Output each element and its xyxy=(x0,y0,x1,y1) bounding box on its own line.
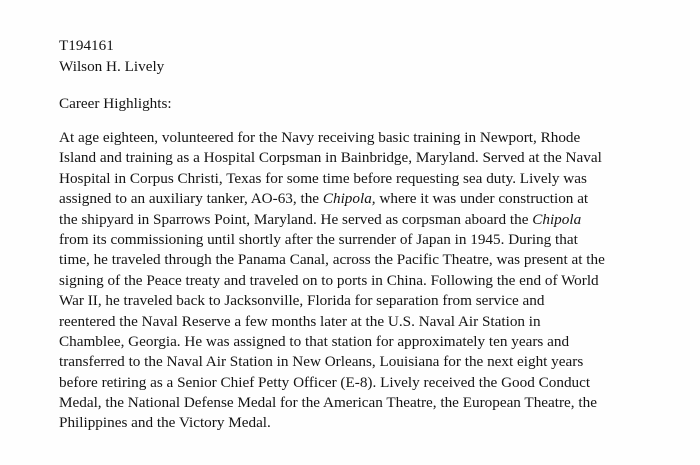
paragraph-line: Island and training as a Hospital Corpsman in Bainbridge, Maryland. Served at the Naval xyxy=(59,149,602,167)
ship-name-italic: Chipola, xyxy=(322,190,376,208)
paragraph-line: Philippines and the Victory Medal. xyxy=(59,414,271,432)
person-name: Wilson H. Lively xyxy=(59,58,165,75)
paragraph-line: At age eighteen, volunteered for the Navy receiving basic training in Newport, Rhode xyxy=(59,129,581,146)
paragraph-line: War II, he traveled back to Jacksonville, Florida for separation from service and xyxy=(59,292,545,310)
paragraph-line: reentered the Naval Reserve a few months later at the U.S. Naval Air Station in xyxy=(59,312,541,330)
ship-name-italic: Chipola xyxy=(532,210,582,228)
section-heading: Career Highlights: xyxy=(59,95,172,112)
paragraph-line: time, he traveled through the Panama Canal, across the Pacific Theatre, was present at the xyxy=(59,251,605,269)
paragraph-line: from its commissioning until shortly after the surrender of Japan in 1945. During that xyxy=(59,230,578,248)
paragraph-line: Medal, the National Defense Medal for the American Theatre, the European Theatre, the xyxy=(59,394,597,412)
paragraph-line: Chamblee, Georgia. He was assigned to that station for approximately ten years and xyxy=(59,332,570,350)
career-paragraph xyxy=(59,128,699,434)
paragraph-line: Hospital in Corpus Christi, Texas for some time before requesting sea duty. Lively was xyxy=(59,169,587,187)
paragraph-line: assigned to an auxiliary tanker, AO-63, the Chipola, where it was under construction at xyxy=(59,190,589,208)
document-id: T194161 xyxy=(59,37,114,54)
paragraph-line: signing of the Peace treaty and traveled on to ports in China. Following the end of World xyxy=(59,271,599,289)
paragraph-line: the shipyard in Sparrows Point, Maryland. He served as corpsman aboard the Chipola xyxy=(59,210,582,228)
paragraph-line: before retiring as a Senior Chief Petty Officer (E-8). Lively received the Good Conduct xyxy=(59,373,591,391)
paragraph-line: transferred to the Naval Air Station in New Orleans, Louisiana for the next eight years xyxy=(59,353,584,371)
